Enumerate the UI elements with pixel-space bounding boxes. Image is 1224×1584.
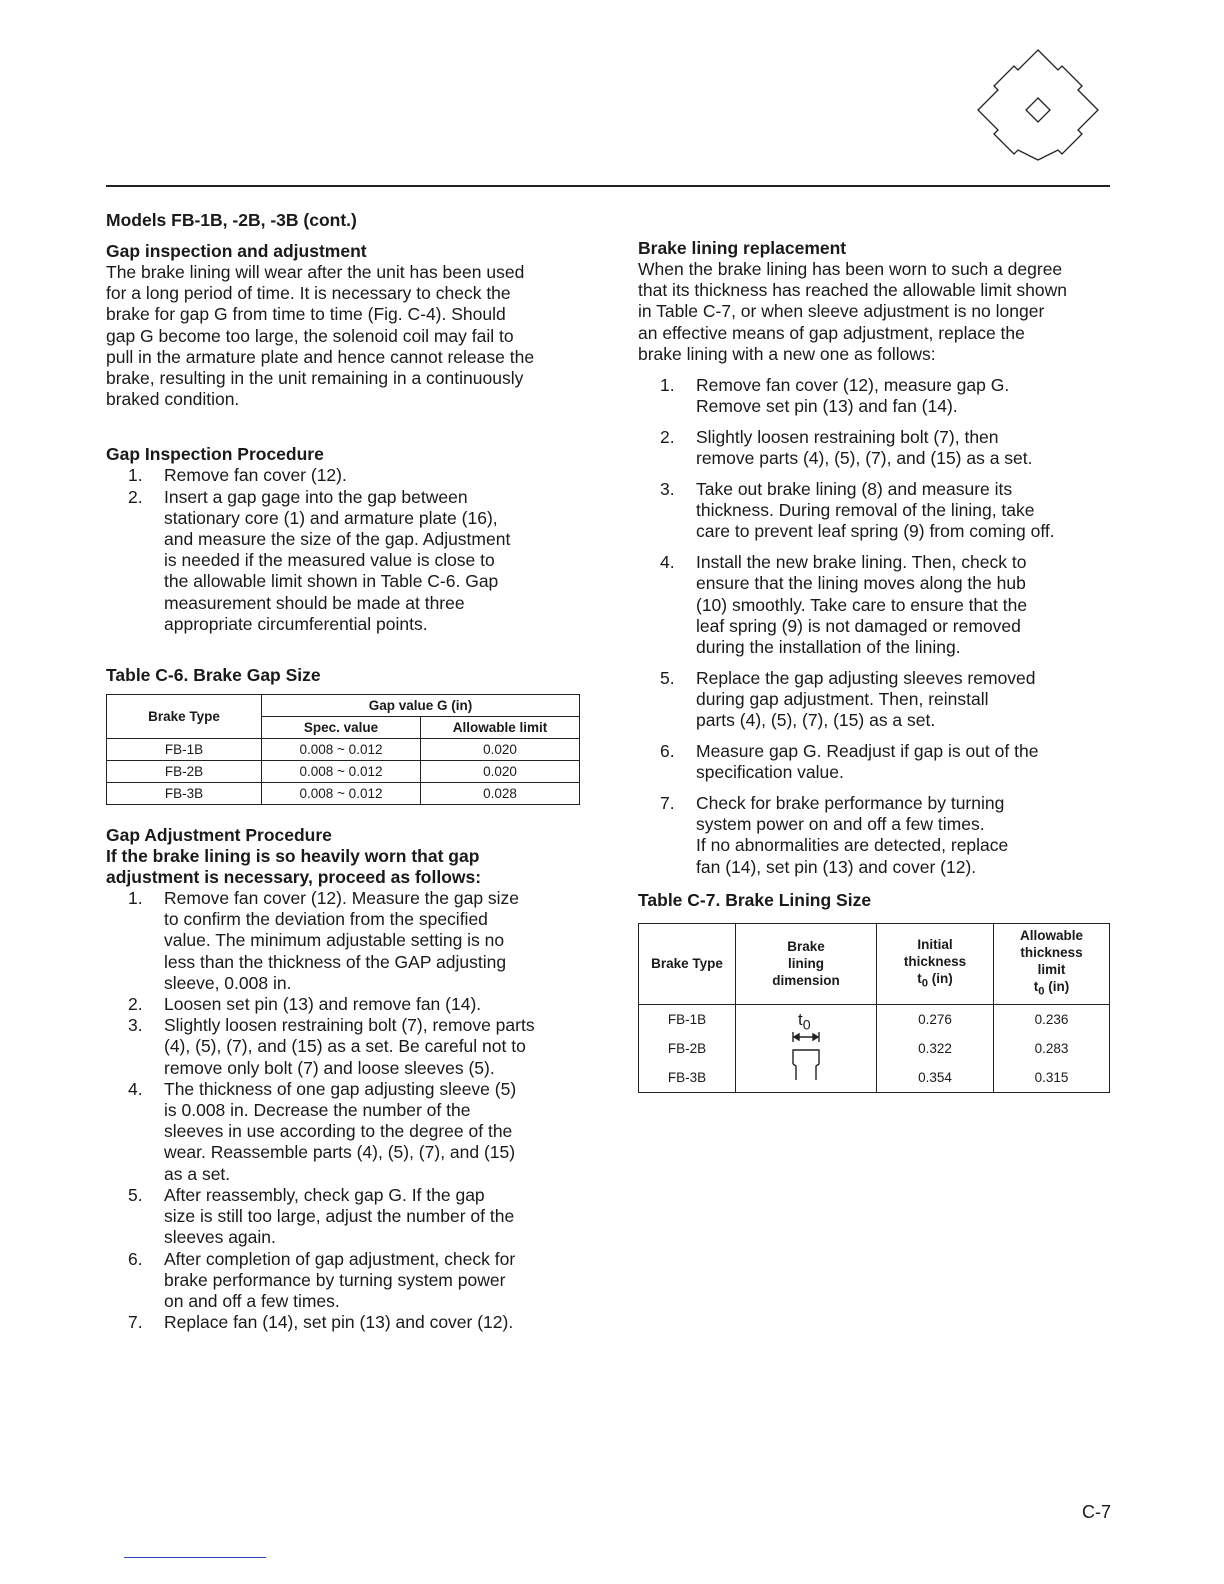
para-line: brake lining with a new one as follows: bbox=[638, 343, 936, 364]
col-brake-type: Brake Type bbox=[107, 695, 262, 739]
step-line: size is still too large, adjust the number of the bbox=[164, 1206, 515, 1227]
header-line: thickness bbox=[903, 953, 967, 969]
step-line: specification value. bbox=[696, 762, 844, 783]
cell-type: FB-1B bbox=[107, 739, 262, 761]
list-item bbox=[106, 1312, 586, 1333]
replacement-paragraph bbox=[638, 259, 1118, 365]
unit: (in) bbox=[928, 970, 953, 986]
para-line: pull in the armature plate and hence cannot release the bbox=[106, 346, 535, 367]
step-line: to confirm the deviation from the specified bbox=[164, 909, 488, 930]
adjust-intro-line: If the brake lining is so heavily worn that gap bbox=[106, 846, 480, 867]
bottom-underline bbox=[124, 1557, 266, 1558]
step-line: Remove fan cover (12). Measure the gap size bbox=[164, 888, 520, 909]
cell-spec: 0.008 ~ 0.012 bbox=[262, 761, 421, 783]
procedure-steps bbox=[106, 465, 586, 635]
list-item bbox=[106, 1249, 586, 1313]
step-line: Remove fan cover (12), measure gap G. bbox=[696, 375, 1010, 396]
step-line: during gap adjustment. Then, reinstall bbox=[696, 689, 989, 710]
step-line: Take out brake lining (8) and measure its bbox=[696, 479, 1013, 500]
cell-limit: 0.020 bbox=[421, 761, 580, 783]
left-column bbox=[106, 210, 586, 1333]
header-line: thickness bbox=[1020, 945, 1083, 960]
cell-limit: 0.315 bbox=[994, 1063, 1110, 1093]
step-line: ensure that the lining moves along the hub bbox=[696, 573, 1026, 594]
lining-profile-icon bbox=[776, 1008, 836, 1088]
cell-initial: 0.276 bbox=[877, 1004, 994, 1034]
cell-initial: 0.354 bbox=[877, 1063, 994, 1093]
step-line: sleeves in use according to the degree of the bbox=[164, 1121, 513, 1142]
step-line: If no abnormalities are detected, replace bbox=[696, 835, 1009, 856]
step-number: 3. bbox=[128, 1015, 143, 1036]
step-number: 6. bbox=[128, 1248, 143, 1269]
step-number: 1. bbox=[128, 465, 143, 486]
step-line: the allowable limit shown in Table C-6. Gap bbox=[164, 571, 499, 592]
table-row bbox=[107, 783, 580, 805]
procedure-title: Gap Inspection Procedure bbox=[106, 444, 324, 465]
cell-initial: 0.322 bbox=[877, 1034, 994, 1063]
header-line: lining bbox=[788, 956, 824, 972]
step-line: system power on and off a few times. bbox=[696, 814, 985, 835]
header-line: limit bbox=[1037, 962, 1066, 977]
step-number: 2. bbox=[660, 427, 675, 448]
cell-spec: 0.008 ~ 0.012 bbox=[262, 739, 421, 761]
nested-diamond-logo-icon bbox=[958, 48, 1118, 168]
col-spec-value: Spec. value bbox=[262, 717, 421, 739]
list-item bbox=[638, 793, 1118, 878]
header-line bbox=[877, 970, 993, 993]
step-number: 4. bbox=[128, 1078, 143, 1099]
gap-inspection-title: Gap inspection and adjustment bbox=[106, 241, 367, 261]
table-row bbox=[107, 739, 580, 761]
para-line: brake, resulting in the unit remaining in a continuously bbox=[106, 368, 524, 389]
table-row bbox=[107, 761, 580, 783]
cell-type: FB-3B bbox=[639, 1063, 736, 1093]
list-item bbox=[638, 741, 1118, 783]
col-allowable-thickness bbox=[994, 923, 1110, 1004]
cell-type: FB-2B bbox=[107, 761, 262, 783]
col-lining-dimension bbox=[736, 923, 877, 1004]
col-gap-value: Gap value G (in) bbox=[262, 695, 580, 717]
step-number: 6. bbox=[660, 741, 675, 762]
table7-title: Table C-7. Brake Lining Size bbox=[638, 889, 872, 910]
step-line: fan (14), set pin (13) and cover (12). bbox=[696, 856, 977, 877]
para-line: in Table C-7, or when sleeve adjustment is no longer bbox=[638, 301, 1045, 322]
cell-limit: 0.020 bbox=[421, 739, 580, 761]
step-line: Install the new brake lining. Then, check to bbox=[696, 552, 1027, 573]
step-line: Measure gap G. Readjust if gap is out of the bbox=[696, 741, 1039, 762]
list-item bbox=[106, 1185, 586, 1249]
header-line: dimension bbox=[772, 973, 840, 989]
table-row bbox=[639, 1004, 1110, 1034]
step-line: Replace fan (14), set pin (13) and cover (12). bbox=[164, 1312, 514, 1333]
step-line: Remove set pin (13) and fan (14). bbox=[696, 396, 958, 417]
step-number: 7. bbox=[660, 793, 675, 814]
right-column bbox=[638, 238, 1118, 1093]
para-line: an effective means of gap adjustment, replace the bbox=[638, 322, 1025, 343]
step-number: 1. bbox=[128, 888, 143, 909]
step-line: (4), (5), (7), and (15) as a set. Be careful not to bbox=[164, 1036, 526, 1057]
step-line: brake performance by turning system power bbox=[164, 1269, 506, 1290]
step-line: care to prevent leaf spring (9) from coming off. bbox=[696, 521, 1055, 542]
step-line: parts (4), (5), (7), (15) as a set. bbox=[696, 710, 936, 731]
list-item bbox=[638, 427, 1118, 469]
para-line: for a long period of time. It is necessary to check the bbox=[106, 283, 511, 304]
header-rule bbox=[106, 185, 1110, 187]
adjust-steps bbox=[106, 888, 586, 1333]
adjust-intro-line: adjustment is necessary, proceed as follows: bbox=[106, 867, 482, 888]
step-line: is 0.008 in. Decrease the number of the bbox=[164, 1100, 471, 1121]
step-line: leaf spring (9) is not damaged or removed bbox=[696, 615, 1021, 636]
symbol-t: t bbox=[1033, 979, 1039, 994]
models-title: Models FB-1B, -2B, -3B (cont.) bbox=[106, 210, 357, 230]
step-line: After completion of gap adjustment, check for bbox=[164, 1248, 516, 1269]
list-item bbox=[106, 487, 586, 635]
step-number: 4. bbox=[660, 552, 675, 573]
step-number: 5. bbox=[128, 1184, 143, 1205]
step-number: 5. bbox=[660, 667, 675, 688]
step-line: remove parts (4), (5), (7), and (15) as a set. bbox=[696, 448, 1033, 469]
gap-inspection-paragraph bbox=[106, 262, 586, 410]
col-brake-type: Brake Type bbox=[639, 923, 736, 1004]
para-line: gap G become too large, the solenoid coil may fail to bbox=[106, 325, 514, 346]
step-line: wear. Reassemble parts (4), (5), (7), and (15) bbox=[164, 1142, 516, 1163]
step-line: and measure the size of the gap. Adjustment bbox=[164, 529, 511, 550]
header-line: Initial bbox=[917, 936, 953, 952]
list-item bbox=[638, 668, 1118, 732]
diagram-t: t bbox=[798, 1010, 803, 1030]
cell-type: FB-3B bbox=[107, 783, 262, 805]
para-line: that its thickness has reached the allowable limit shown bbox=[638, 280, 1067, 301]
symbol-sub: 0 bbox=[921, 977, 928, 990]
symbol-sub: 0 bbox=[1038, 985, 1045, 998]
cell-spec: 0.008 ~ 0.012 bbox=[262, 783, 421, 805]
col-initial-thickness bbox=[877, 923, 994, 1004]
step-line: (10) smoothly. Take care to ensure that the bbox=[696, 594, 1028, 615]
step-number: 2. bbox=[128, 486, 143, 507]
step-line: Insert a gap gage into the gap between bbox=[164, 486, 468, 507]
step-line: value. The minimum adjustable setting is no bbox=[164, 930, 505, 951]
page-number: C-7 bbox=[1082, 1502, 1112, 1522]
header-line: Brake bbox=[787, 939, 825, 955]
step-number: 2. bbox=[128, 994, 143, 1015]
step-number: 3. bbox=[660, 479, 675, 500]
para-line: The brake lining will wear after the unit has been used bbox=[106, 262, 525, 282]
lining-diagram bbox=[776, 1008, 836, 1088]
header-line: Allowable bbox=[1019, 928, 1083, 943]
header-line bbox=[994, 978, 1109, 1001]
cell-limit: 0.236 bbox=[994, 1004, 1110, 1034]
step-line: thickness. During removal of the lining, take bbox=[696, 500, 1035, 521]
col-allowable-limit: Allowable limit bbox=[421, 717, 580, 739]
step-line: less than the thickness of the GAP adjusting bbox=[164, 951, 507, 972]
brake-gap-table bbox=[106, 694, 580, 805]
step-line: measurement should be made at three bbox=[164, 592, 465, 613]
step-number: 1. bbox=[660, 375, 675, 396]
diagram-sub: 0 bbox=[802, 1017, 811, 1034]
para-line: brake for gap G from time to time (Fig. C-4). Should bbox=[106, 304, 506, 325]
list-item bbox=[106, 888, 586, 994]
step-line: Slightly loosen restraining bolt (7), then bbox=[696, 427, 999, 448]
cell-limit: 0.283 bbox=[994, 1034, 1110, 1063]
unit: (in) bbox=[1044, 979, 1070, 994]
adjust-title: Gap Adjustment Procedure bbox=[106, 825, 332, 846]
list-item bbox=[106, 994, 586, 1015]
cell-type: FB-1B bbox=[639, 1004, 736, 1034]
list-item bbox=[106, 465, 586, 486]
symbol-t: t bbox=[917, 970, 922, 986]
step-line: sleeves again. bbox=[164, 1227, 276, 1248]
brake-lining-table bbox=[638, 923, 1110, 1093]
step-number: 7. bbox=[128, 1312, 143, 1333]
cell-limit: 0.028 bbox=[421, 783, 580, 805]
step-line: Check for brake performance by turning bbox=[696, 793, 1005, 814]
step-line: After reassembly, check gap G. If the gap bbox=[164, 1184, 485, 1205]
list-item bbox=[106, 1015, 586, 1079]
step-line: appropriate circumferential points. bbox=[164, 613, 428, 634]
step-line: Replace the gap adjusting sleeves removed bbox=[696, 667, 1036, 688]
para-line: braked condition. bbox=[106, 389, 240, 410]
list-item bbox=[638, 375, 1118, 417]
table6-title: Table C-6. Brake Gap Size bbox=[106, 665, 321, 686]
step-line: is needed if the measured value is close to bbox=[164, 550, 495, 571]
list-item bbox=[638, 552, 1118, 658]
step-line: stationary core (1) and armature plate (16), bbox=[164, 507, 498, 528]
step-line: The thickness of one gap adjusting sleeve (5) bbox=[164, 1078, 517, 1099]
replacement-title: Brake lining replacement bbox=[638, 238, 847, 258]
replacement-steps bbox=[638, 375, 1118, 878]
list-item bbox=[106, 1079, 586, 1185]
step-line: Loosen set pin (13) and remove fan (14). bbox=[164, 994, 482, 1015]
step-line: during the installation of the lining. bbox=[696, 637, 961, 658]
para-line: When the brake lining has been worn to such a degree bbox=[638, 259, 1063, 279]
list-item bbox=[638, 479, 1118, 543]
step-line: Remove fan cover (12). bbox=[164, 465, 347, 486]
lining-dimension-diagram bbox=[736, 1004, 877, 1092]
step-line: on and off a few times. bbox=[164, 1290, 340, 1311]
step-line: sleeve, 0.008 in. bbox=[164, 972, 292, 993]
cell-type: FB-2B bbox=[639, 1034, 736, 1063]
step-line: as a set. bbox=[164, 1163, 231, 1184]
step-line: Slightly loosen restraining bolt (7), remove parts bbox=[164, 1015, 535, 1036]
step-line: remove only bolt (7) and loose sleeves (5). bbox=[164, 1057, 495, 1078]
